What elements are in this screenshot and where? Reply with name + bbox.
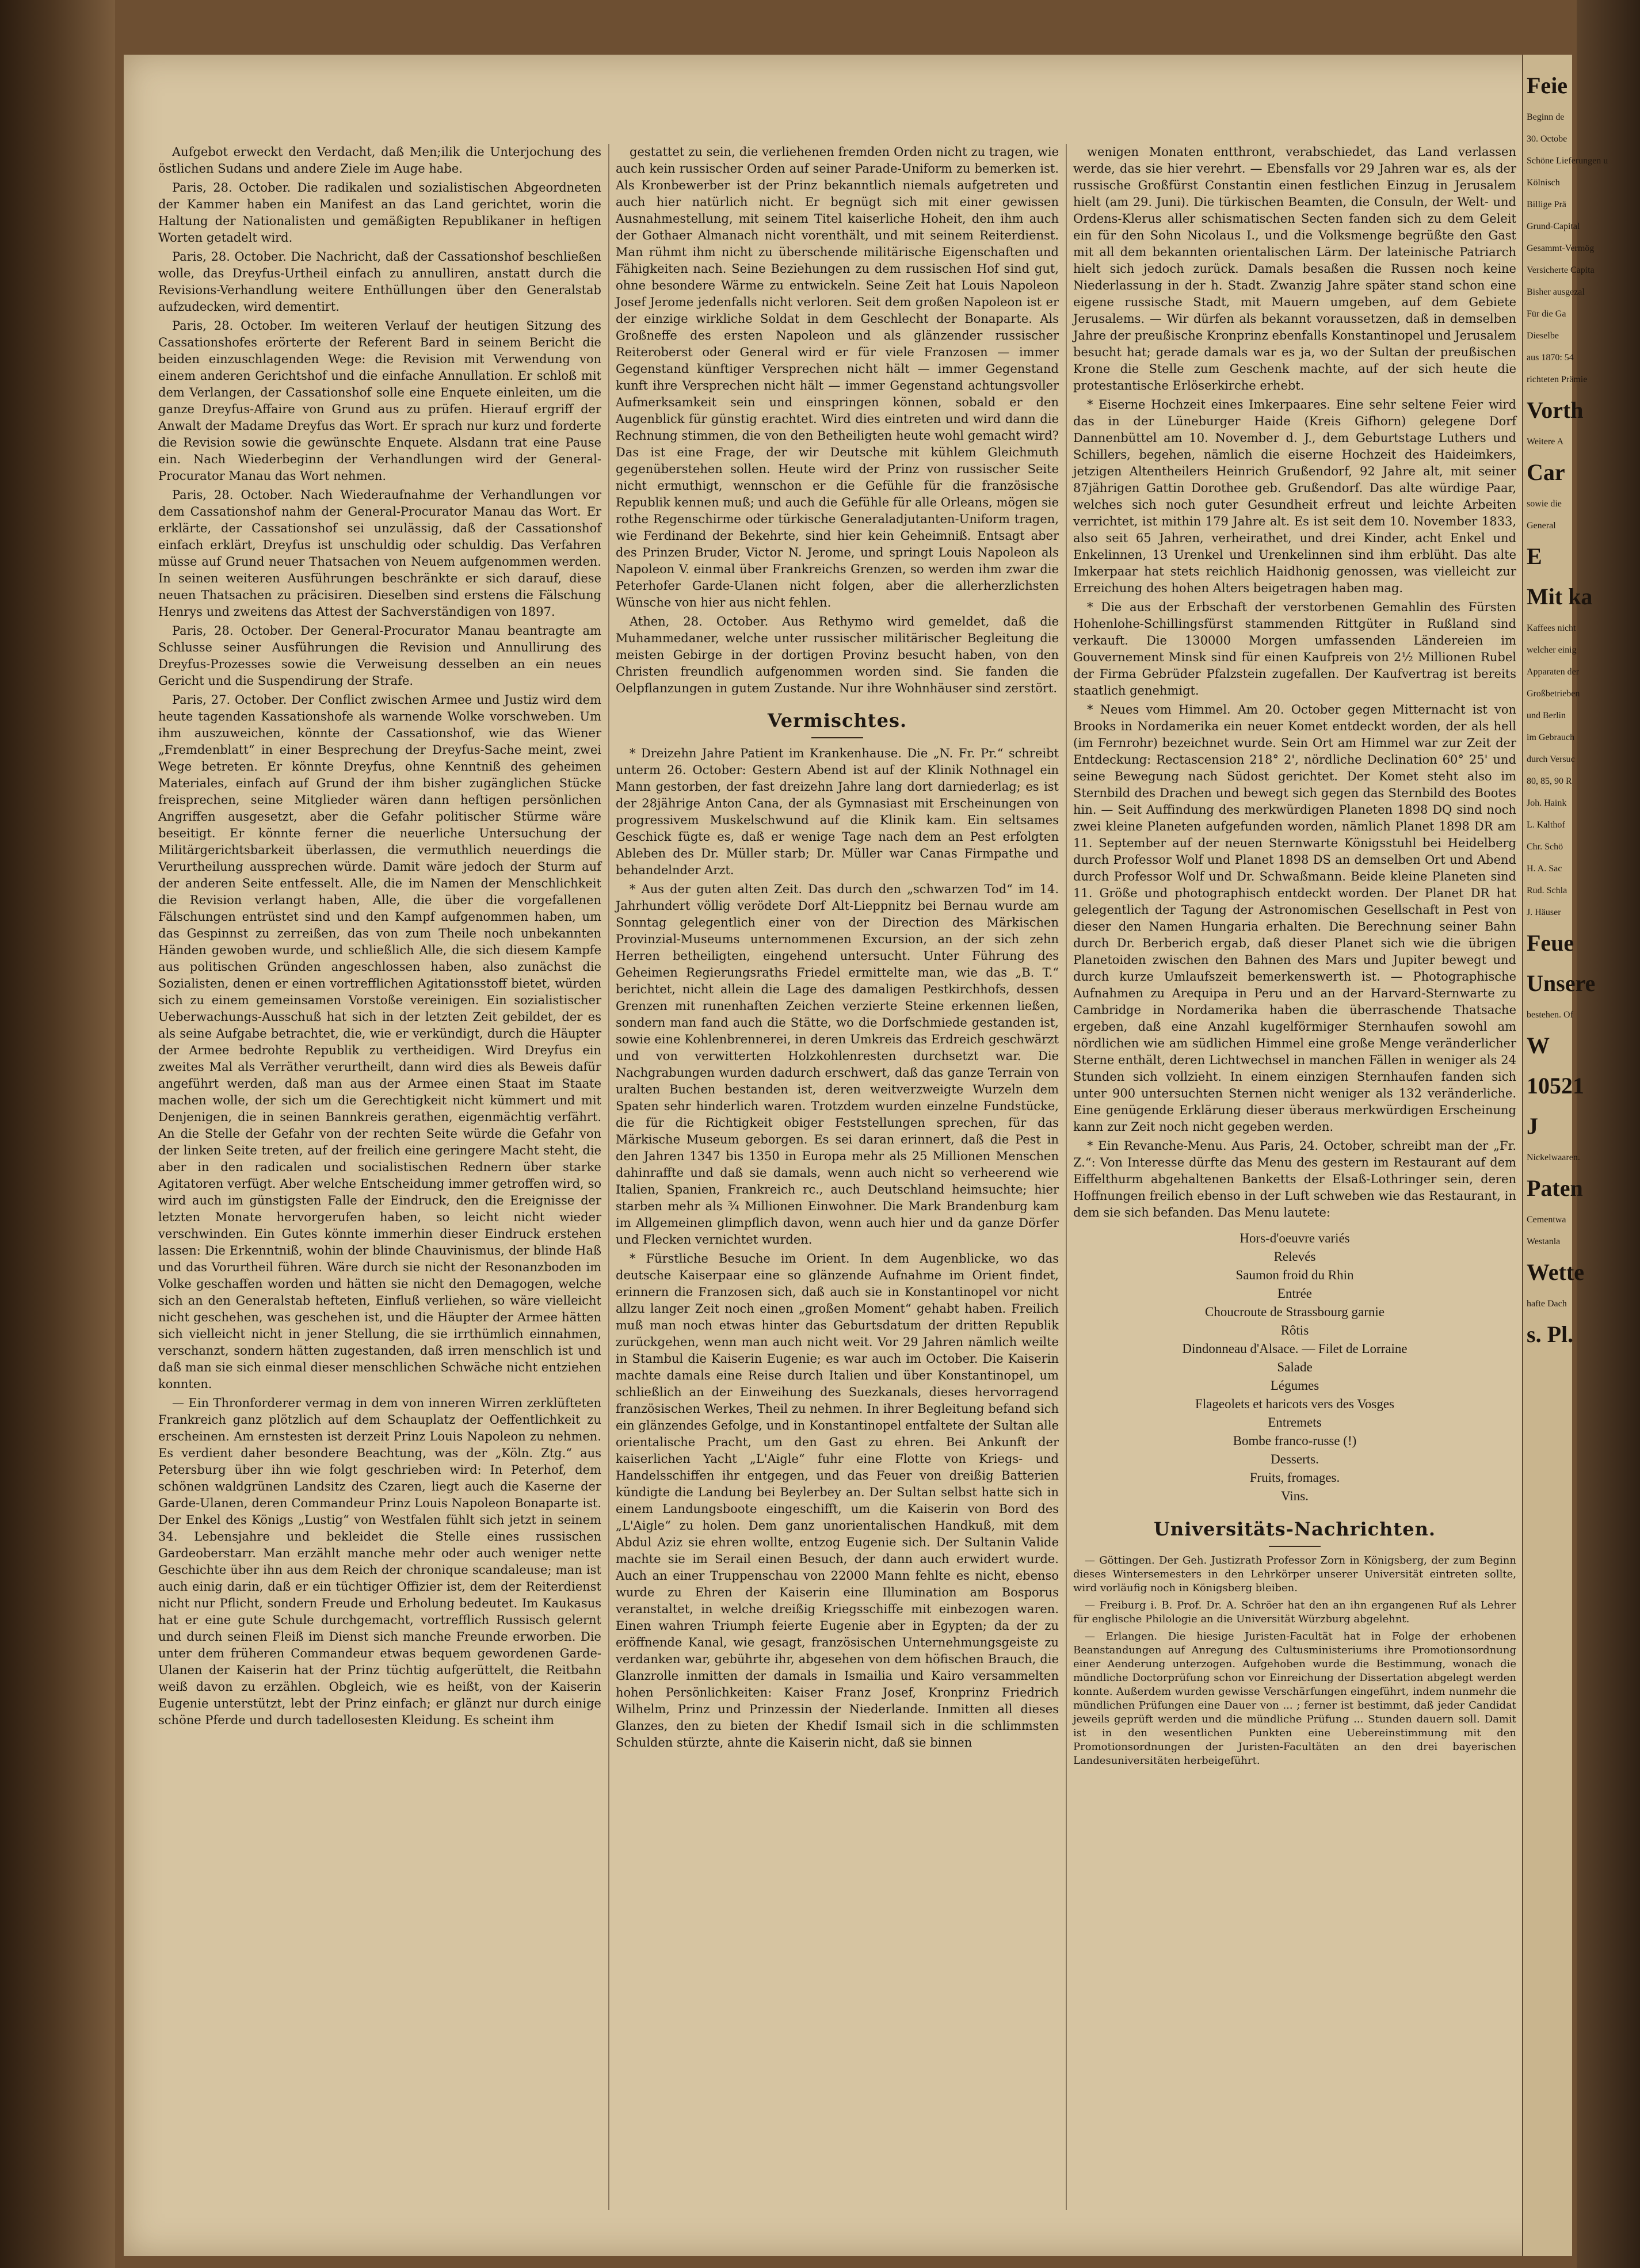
ad-fragment: Cementwa [1527, 1215, 1566, 1225]
university-notice: — Göttingen. Der Geh. Justizrath Professor Zorn in Königsberg, der zum Beginn dieses Wintersemesters in den Lehrkörper unserer Universität eintreten sollte, wird vorläufig noch in Königsberg bleiben. [1073, 1554, 1516, 1594]
menu-item: Légumes [1270, 1378, 1319, 1393]
column-left-text [158, 144, 601, 1729]
article-paragraph: Paris, 27. October. Der Conflict zwischen Armee und Justiz wird dem heute tagenden Kassationshofe als warnende Wolke vorschweben. Um ihm auszuweichen, könnte der Cassationshof, wie das Wiener „Fremdenblatt“ in einer Besprechung der Dreyfus-Sache meint, zwei Wege betreten. Er könnte Dreyfus, ohne Kenntniß des geheimen Materiales, einfach auf Grund der ihm bisher zugänglichen Stücke freisprechen, seine Mitglieder wären dann heftigen persönlichen Angriffen ausgesetzt, aber die Gefahr politischer Stürme wäre beseitigt. Er könnte ferner die neuerliche Untersuchung der Militärgerichtsbarkeit überlassen, die vermuthlich neuerdings die Verurtheilung aussprechen würde. Damit wäre jedoch der Sturm auf der anderen Seite entfesselt. Alle, die im Namen der Menschlichkeit die Revision verlangt haben, Alle, die über die vorgefallenen Fälschungen entrüstet sind und den Kampf aufgenommen haben, um das Gespinnst zu zerreißen, das von zum Theile noch unbekannten Händen gewoben wurde, und schließlich Alle, die sich diesem Kampfe aus politischen Gründen angeschlossen haben, also zunächst die Sozialisten, denen er einen vortrefflichen Agitationsstoff bietet, würden sich zu einem gemeinsamen Vorstoße vereinigen. Ein sozialistischer Ueberwachungs-Ausschuß hat sich in der letzten Zeit gebildet, der es als seine Aufgabe betrachtet, die, wie er verkündigt, durch die Häupter der Armee bedrohte Republik zu vertheidigen. Wird Dreyfus ein zweites Mal als Verräther verurtheilt, dann wird dies als Beweis dafür angeführt werden, daß man aus der Armee einen Staat im Staate machen wolle, der sich um die Gerechtigkeit nicht kümmert und mit Denjenigen, die in seinen Bannkreis gerathen, eigenmächtig verfährt. An die Stelle der Gefahr von der rechten Seite würde die Gefahr von der linken Seite treten, auf der freilich eine geringere Macht steht, die aber in den radicalen und socialistischen Rednern über starke Agitatoren verfügt. Aber welche Entscheidung immer getroffen wird, so wird auch im günstigsten Falle der Eindruck, den die Ereignisse der letzten Monate hervorgerufen haben, so leicht nicht wieder verschwinden. Ein Gutes könnte immerhin dieser Eindruck erstehen lassen: Die Erkenntniß, wohin der blinde Chauvinismus, der blinde Haß und das Vorurtheil führen. Wäre durch sie nicht der Resonanzboden im Volke geschaffen worden und hätten sie nicht den Demagogen, welche sich an den Generalstab hefteten, Einfluß verliehen, so wäre vielleicht nicht geschehen, was geschehen ist, und die Häupter der Armee hätten sich vielleicht nicht in jener Stellung, die sie irrthümlich einnahmen, verschanzt, sondern hätten zugestanden, daß irren menschlich ist und daß man sie sich einmal dieser menschlichen Schwäche nicht entziehen konnten. [158, 693, 601, 1391]
ad-fragment: bestehen. Of [1527, 1010, 1573, 1020]
ad-fragment: General [1527, 521, 1556, 531]
ad-fragment: Joh. Haink [1527, 798, 1567, 808]
ad-fragment: Rud. Schla [1527, 886, 1567, 895]
menu-item: Desserts. [1271, 1452, 1319, 1466]
ad-fragment: Billige Prä [1527, 200, 1566, 209]
article-paragraph: Athen, 28. October. Aus Rethymo wird gemeldet, daß die Muhammedaner, welche unter russischer militärischer Begleitung die meisten Gebirge in der dortigen Provinz besucht haben, von den Christen freundlich aufgenommen worden sind. Sie fanden die Oelpflanzungen in gutem Zustande. Nur ihre Wohnhäuser sind zerstört. [616, 615, 1059, 695]
article-paragraph: * Fürstliche Besuche im Orient. In dem Augenblicke, wo das deutsche Kaiserpaar eine so glänzende Aufnahme im Orient findet, erinnern die Franzosen sich, daß auch sie in Konstantinopel vor nicht allzu langer Zeit noch einen „großen Moment“ gehabt haben. Freilich muß man noch etwas hinter das Geburtsdatum der dritten Republik zurückgehen, wenn man auch nicht weit. Vor 29 Jahren nämlich weilte in Stambul die Kaiserin Eugenie; es war auch im October. Die Kaiserin machte damals eine Reise durch Italien und über Konstantinopel, um schließlich an der Einweihung des Suezkanals, dieses hervorragend französischen Werkes, Theil zu nehmen. In ihrer Begleitung befand sich ein glänzendes Gefolge, und in Konstantinopel entfaltete der Sultan alle orientalische Pracht, um den Gast zu ehren. Bei Ankunft der kaiserlichen Yacht „L'Aigle“ fuhr eine Flotte von Kriegs- und Handelsschiffen ihr entgegen, und das Feuer von dreißig Batterien kündigte die Landung bei Beylerbey an. Der Sultan selbst hatte sich in einem Landungsboote eingeschifft, um die Kaiserin von Bord des „L'Aigle“ zu holen. Dem ganz unorientalischen Handkuß, mit dem Abdul Aziz sie ehren wollte, entzog Eugenie sich. Der Sultanin Valide machte sie im Serail einen Besuch, der dann auch erwidert wurde. Auch an einer Truppenschau von 22000 Mann fehlte es nicht, ebenso wurde zu Ehren der Kaiserin eine Illumination am Bosporus veranstaltet, in welche dreißig Kriegsschiffe mit einbezogen waren. Einen wahren Triumph feierte Eugenie aber in Egypten; da der zu eröffnende Kanal, wie gesagt, französischen Unternehmungsgeiste zu verdanken war, gebührte ihr, abgesehen von dem höfischen Brauch, die Glanzrolle inmitten der damals in Ismailia und Kairo versammelten hohen Persönlichkeiten: Kaiser Franz Josef, Kronprinz Friedrich Wilhelm, Prinz und Prinzessin der Niederlande. Inmitten all dieses Glanzes, den zu bieten der Khedif Ismail sich in die schlimmsten Schulden stürzte, ahnte die Kaiserin nicht, daß sie binnen [616, 1252, 1059, 1749]
vermischtes-articles [616, 745, 1059, 1751]
column-right [1073, 144, 1516, 2101]
ad-fragment: im Gebrauch [1527, 733, 1575, 742]
ad-fragment: s. Pl. [1527, 1321, 1574, 1347]
ad-fragment: J [1527, 1113, 1538, 1139]
ad-fragment: Großbetrieben [1527, 689, 1580, 699]
article-paragraph: * Eiserne Hochzeit eines Imkerpaares. Eine sehr seltene Feier wird das in der Lüneburger Haide (Kreis Gifhorn) gelegene Dorf Dannenbüttel am 10. November d. J., dem Geburtstage Luthers und Schillers, begehen, nämlich die eiserne Hochzeit des Haideimkers, jetzigen Altentheilers Heinrich Grußendorf, 92 Jahre alt, mit seiner 87jährigen Gattin Dorothee geb. Grußendorf. Das alte würdige Paar, welches sich noch guter Gesundheit erfreut und leichte Arbeiten verrichtet, ist mithin 179 Jahre alt. Es ist seit dem 10. November 1833, also seit 65 Jahren, verheirathet, und drei Kinder, acht Enkel und Enkelinnen, 13 Urenkel und Urenkelinnen sind ihm erblüht. Das alte Imkerpaar hat stets reichlich Haidhonig genossen, was vielleicht zur Erreichung des hohen Alters beigetragen haben mag. [1073, 398, 1516, 595]
ad-fragment: durch Versuc [1527, 754, 1575, 764]
ad-fragment: Westanla [1527, 1237, 1561, 1247]
ad-fragment: E [1527, 543, 1542, 569]
menu-item: Rôtis [1280, 1323, 1309, 1337]
column-rule [608, 144, 609, 2210]
menu-item: Vins. [1281, 1489, 1309, 1503]
article-paragraph: * Die aus der Erbschaft der verstorbenen Gemahlin des Fürsten Hohenlohe-Schillingsfürst stammenden Rittgüter in Rußland sind verkauft. Die 130000 Morgen umfassenden Ländereien im Gouvernement Minsk sind für einen Kaufpreis von 2½ Millionen Rubel der Firma Gebrüder Pfalzstein zugefallen. Der Kaufvertrag ist bereits staatlich genehmigt. [1073, 600, 1516, 697]
ad-fragment: Grund-Capital [1527, 222, 1580, 231]
ad-fragment: 30. Octobe [1527, 134, 1567, 144]
ad-fragment: Vorth [1527, 397, 1584, 423]
ad-fragment: und Berlin [1527, 711, 1566, 721]
ad-fragment: Gesammt-Vermög [1527, 243, 1595, 253]
menu-item: Salade [1277, 1360, 1313, 1374]
ad-fragment: Feie [1527, 73, 1568, 98]
article-paragraph: — Ein Thronforderer vermag in dem von inneren Wirren zerklüfteten Frankreich ganz plötzlich auf dem Schauplatz der Oeffentlichkeit zu erscheinen. Am ernstesten ist derzeit Prinz Louis Napoleon zu nehmen. Es verdient daher besondere Beachtung, was der „Köln. Ztg.“ aus Petersburg über ihn wie folgt geschrieben wird: In Peterhof, dem schönen waldgrünen Landsitz des Czaren, liegt auch die Kaserne der Garde-Ulanen, deren Commandeur Prinz Louis Napoleon Bonaparte ist. Der Enkel des Königs „Lustig“ von Westfalen fühlt sich jetzt in seinem 34. Lebensjahre und bekleidet die Stelle eines russischen Gardeoberstarr. Man erzählt manche mehr oder auch weniger nette Geschichte über ihn aus dem Reich der chronique scandaleuse; man ist auch einig darin, daß er ein tüchtiger Offizier ist, dem der Reiterdienst nicht nur Pflicht, sondern Freude und Erholung bedeutet. Im Kaukasus hat er eine gute Schule durchgemacht, vortrefflich Russisch gelernt und durch seinen Fleiß im Dienst sich manche Freunde erworben. Die unter dem früheren Commandeur etwas bequem gewordenen Garde-Ulanen der Kaiserin hat der Prinz tüchtig aufgerüttelt, die Reitbahn weiß davon zu erzählen. Obgleich, wie es heißt, von der Kaiserin Eugenie unterstützt, lebt der Prinz einfach; er glänzt nur durch einige schöne Pferde und durch tadellosesten Kleidung. Es scheint ihm [158, 1396, 601, 1727]
ad-fragment: W [1527, 1032, 1550, 1058]
article-paragraph: * Neues vom Himmel. Am 20. October gegen Mitternacht ist von Brooks in Nordamerika ein neuer Komet entdeckt worden, der als hell (im Fernrohr) bezeichnet wurde. Sein Ort am Himmel war zur Zeit der Entdeckung: Rectascension 218° 2', nördliche Declination 60° 25' und seine Bewegung nach Südost gerichtet. Der Komet steht also im Sternbild des Drachen und bewegt sich gegen das Sternbild des Bootes hin. — Seit Auffindung des merkwürdigen Planeten 1898 DQ sind noch zwei kleine Planeten aufgefunden worden, nämlich Planet 1898 DR am 11. September auf der neuen Sternwarte Königsstuhl bei Heidelberg durch Professor Wolf und Planet 1898 DS an demselben Ort und Abend durch Professor Wolf und Dr. Schwaßmann. Beide kleine Planeten sind 11. Größe und photographisch entdeckt worden. Der Planet DR hat gelegentlich der Tagung der Astronomischen Gesellschaft in Pest von dieser den Namen Hungaria erhalten. Die Berechnung seiner Bahn durch Dr. Berberich ergab, daß dieser Planet sich wie die übrigen Planetoiden zwischen den Bahnen des Mars und Jupiter bewegt und durch kurze Umlaufszeit bemerkenswerth ist. — Photographische Aufnahmen zu Arequipa in Peru und an der Harvard-Sternwarte zu Cambridge in Nordamerika haben die überraschende Thatsache ergeben, daß eine Anzahl kugelförmiger Sternhaufen sowohl am nördlichen wie am südlichen Himmel eine große Menge veränderlicher Sterne enthält, deren Lichtwechsel in manchen Fällen in weniger als 24 Stunden sich vollzieht. In einem einzigen Sternhaufen fanden sich unter 900 untersuchten Sternen nicht weniger als 132 veränderliche. Eine genügende Erklärung dieser überaus merkwürdigen Erscheinung kann zur Zeit noch nicht gegeben werden. [1073, 703, 1516, 1134]
ad-fragment: Weitere A [1527, 437, 1564, 447]
article-paragraph: * Dreizehn Jahre Patient im Krankenhause. Die „N. Fr. Pr.“ schreibt unterm 26. October: Gestern Abend ist auf der Klinik Nothnagel ein Mann gestorben, der fast dreizehn Jahre lang dort darniederlag; es ist der 28jährige Anton Cana, der als Gymnasiast mit Erscheinungen von progressivem Muskelschwund auf die Klinik kam. Ein seltsames Geschick fügte es, daß er wenige Tage nach dem an Pest erfolgten Ableben des Dr. Müller starb; Dr. Müller war Canas Firmpathe und behandelnder Arzt. [616, 746, 1059, 877]
menu-item: Relevés [1273, 1249, 1316, 1264]
article-paragraph: Paris, 28. October. Die Nachricht, daß der Cassationshof beschließen wolle, das Dreyfus-Urtheil einfach zu annulliren, anstatt durch die Revisions-Verhandlung weitere Enthüllungen über den Generalstab aufzudecken, wird dementirt. [158, 250, 601, 314]
menu-item: Hors-d'oeuvre variés [1239, 1231, 1350, 1245]
menu-item: Entremets [1268, 1415, 1322, 1430]
ad-fragment: L. Kalthof [1527, 820, 1565, 830]
ad-fragment: Kaffees nicht [1527, 623, 1576, 633]
menu-item: Choucroute de Strassbourg garnie [1205, 1305, 1385, 1319]
ad-fragment: Versicherte Capita [1527, 265, 1595, 275]
ad-fragment: Apparaten der [1527, 667, 1580, 677]
menu-item: Flageolets et haricots vers des Vosges [1195, 1397, 1394, 1411]
title-rule [811, 737, 863, 738]
ad-fragment: Schöne Lieferungen u [1527, 156, 1608, 166]
article-paragraph: Paris, 28. October. Die radikalen und sozialistischen Abgeordneten der Kammer haben ein Manifest an das Land gerichtet, worin die Haltung der Nationalisten und gemäßigten Republikaner in heftigen Worten getadelt wird. [158, 181, 601, 245]
ad-fragment: welcher einig [1527, 645, 1577, 655]
column-left [158, 144, 601, 2198]
article-paragraph: Paris, 28. October. Der General-Procurator Manau beantragte am Schlusse seiner Ausführungen die Revision und Annullirung des Dreyfus-Prozesses sowie die Verweisung desselben an ein neues Gericht und die Suspendirung der Strafe. [158, 624, 601, 688]
section-title-university-news: Universitäts-Nachrichten. [1154, 1518, 1436, 1540]
article-paragraph: gestattet zu sein, die verliehenen fremden Orden nicht zu tragen, wie auch kein russischer Orden auf seiner Parade-Uniform zu bemerken ist. Als Kronbewerber ist der Prinz bekanntlich niemals aufgetreten und auch hier natürlich nicht. Er begnügt sich mit einer gewissen Ausnahmestellung, mit seinem Titel kaiserliche Hoheit, den ihm auch der Gothaer Almanach nicht vorenthält, und mit seinem Reiterdienst. Man rühmt ihm nicht zu überschende militärische Eigenschaften und Fähigkeiten nach. Seine Beziehungen zu dem russischen Hof sind gut, ohne besondere Wärme zu entwickeln. Seine Zeit hat Louis Napoleon Josef Jerome jedenfalls nicht verloren. Seit dem großen Napoleon ist er der einzige wirkliche Soldat in dem Geschlecht der Bonaparte. Als Großneffe des ersten Napoleon und als glänzender russischer Reiteroberst oder General wird er für viele Franzosen — immer Gegenstand künftiger Versprechen nicht hält — immer Gegenstand kunft ihre Versprechen nicht hält — immer Gegenstand achtungsvoller Aufmerksamkeit sein und einspringen können, sobald er den Augenblick für günstig erachtet. Wird dies eintreten und wird dann die Rechnung stimmen, die von den Betheiligten heute wohl gemacht wird? Das ist eine Frage, der wir Deutsche mit kühlem Gleichmuth gegenüberstehen sollen. Heute wird der Prinz von russischer Seite nicht ermuthigt, wennschon er die Gefühle für die französische Republik kennen muß; und auch die Gefühle für alle Orleans, mögen sie rothe Regenschirme oder türkische Generaladjutanten-Uniform tragen, wie Ferdinand der Bekehrte, sind hier kein Geheimniß. Entsagt aber des Prinzen Bruder, Victor N. Jerome, und springt Louis Napoleon als Napoleon V. einmal über Frankreichs Grenzen, so werden ihm zwar die Peterhofer Garde-Ulanen nicht folgen, aber die allerherzlichsten Wünsche von hier aus nicht fehlen. [616, 145, 1059, 609]
menu-list [1073, 1229, 1516, 1505]
article-paragraph: * Aus der guten alten Zeit. Das durch den „schwarzen Tod“ im 14. Jahrhundert völlig verödete Dorf Alt-Lieppnitz bei Bernau wurde am Sonntag gelegentlich einer von der Direction des Märkischen Provinzial-Museums unternommenen Excursion, an der sich zehn Herren betheiligten, eingehend untersucht. Unter Führung des Geheimen Regierungsraths Friedel ermittelte man, wie das „B. T.“ berichtet, nicht allein die Lage des damaligen Pestkirchhofs, dessen Grenzen mit runenhaften Zeichen verzierte Steine erkennen ließen, sondern man fand auch die Stätte, wo die Dorfschmiede gestanden ist, sowie eine Kohlenbrennerei, in deren Umkreis das Erdreich geschwärzt und von verwitterten Holzkohlenresten durchsetzt war. Die Nachgrabungen wurden dadurch erschwert, daß das ganze Terrain von uralten Buchen bestanden ist, deren weitverzweigte Wurzeln dem Spaten sehr hinderlich waren. Trotzdem wurden einzelne Fundstücke, die für die Richtigkeit obiger Feststellungen sprechen, für das Märkische Museum geborgen. Es sei daran erinnert, daß die Pest in den Jahren 1347 bis 1350 in Europa mehr als 25 Millionen Menschen dahinraffte und daß sie damals, wenn auch nicht so verheerend wie Italien, Spanien, Frankreich rc., auch Deutschland heimsuchte; hier starben mehr als ¾ Millionen Einwohner. Die Mark Brandenburg kam im Allgemeinen glimpflich davon, wenn auch hier und da ganze Dörfer und Flecken vernichtet wurden. [616, 882, 1059, 1247]
article-paragraph: Paris, 28. October. Nach Wiederaufnahme der Verhandlungen vor dem Cassationshof nahm der General-Procurator Manau das Wort. Er erklärte, der Cassationshof sei unzulässig, daß der Cassationshof einfach erklärt, Dreyfus ist unschuldig oder schuldig. Das Verfahren müsse auf Grund neuer Thatsachen von Neuem aufgenommen werden. In seinen weiteren Ausführungen beschränkte er sich darauf, diese neuen Thatsachen zu präcisiren. Dieselben sind erstens die Fälschung Henrys und zweitens das Attest der Sachverständigen von 1897. [158, 488, 601, 619]
book-edge-right [1577, 0, 1640, 2268]
ad-fragment: J. Häuser [1527, 908, 1561, 917]
menu-item: Dindonneau d'Alsace. — Filet de Lorraine [1182, 1341, 1408, 1356]
advertisement-strip [1522, 55, 1608, 2256]
ad-fragment: Beginn de [1527, 112, 1565, 122]
ad-fragment: sowie die [1527, 499, 1562, 509]
article-paragraph: Aufgebot erweckt den Verdacht, daß Men;ilik die Unterjochung des östlichen Sudans und andere Ziele im Auge habe. [158, 145, 601, 176]
ad-fragment: Mit ka [1527, 584, 1593, 609]
column-middle [616, 144, 1059, 2083]
article-paragraph: * Ein Revanche-Menu. Aus Paris, 24. October, schreibt man der „Fr. Z.“: Von Interesse dürfte das Menu des gestern im Restaurant auf dem Eiffelthurm abgehaltenen Banketts der Elsaß-Lothringer sein, deren Hoffnungen freilich ebenso in der Luft schweben wie das Restaurant, in dem sie sich befanden. Das Menu lautete: [1073, 1139, 1516, 1219]
ad-fragment: Für die Ga [1527, 309, 1566, 319]
ad-fragment: 80, 85, 90 R [1527, 776, 1572, 786]
ad-fragment: Bisher ausgezal [1527, 287, 1585, 297]
ad-fragment: Paten [1527, 1175, 1583, 1201]
book-edge-left [0, 0, 115, 2268]
menu-item: Fruits, fromages. [1249, 1470, 1340, 1485]
column-right-text [1073, 144, 1516, 1221]
ad-fragment: Dieselbe [1527, 331, 1559, 341]
column-middle-text [616, 144, 1059, 697]
ad-fragment: Nickelwaaren. [1527, 1153, 1580, 1162]
menu-item: Saumon froid du Rhin [1235, 1268, 1354, 1282]
ad-fragment: Feue [1527, 930, 1574, 956]
column-rule [1066, 144, 1067, 2210]
section-title-vermischtes: Vermischtes. [767, 710, 907, 731]
university-notice: — Erlangen. Die hiesige Juristen-Facultät hat in Folge der erhobenen Beanstandungen auf Anregung des Cultusministeriums ihre Promotionsordnung einer Aenderung unterzogen. Aufgehoben wurde die Bestimmung, wonach die mündliche Doctorprüfung schon vor Einreichung der Dissertation abgelegt werden konnte. Außerdem wurden gewisse Verschärfungen eingeführt, indem nunmehr die mündlichen Prüfungen eine Dauer von ... ; ferner ist bestimmt, daß jeder Candidat jeweils geprüft werden und die mündliche Prüfung ... Stunden dauern soll. Damit ist in den wesentlichen Punkten eine Uebereinstimmung mit den Promotionsordnungen der Juristen-Facultäten an den drei bayerischen Landesuniversitäten herbeigeführt. [1073, 1630, 1516, 1767]
ad-fragment: 10521 [1527, 1073, 1584, 1099]
ad-fragment: Car [1527, 459, 1565, 485]
university-notices [1073, 1554, 1516, 1768]
ad-fragment: aus 1870: 54 [1527, 353, 1574, 363]
title-rule [1269, 1546, 1321, 1547]
article-paragraph: Paris, 28. October. Im weiteren Verlauf der heutigen Sitzung des Cassationshofes erörterte der Referent Bard in seinem Bericht die beiden einzuschlagenden Wege: die Revision mit Verwendung von einem anderen Gerichtshof und die einfache Annullation. Er schloß mit dem Verlangen, der Cassationshof solle eine Enquete einleiten, um die ganze Dreyfus-Affaire von Grund aus zu prüfen. Hierauf ergriff der Anwalt der Madame Dreyfus das Wort. Er sprach nur kurz und forderte die Revision sowie die gewünschte Enquete. Alsdann trat eine Pause ein. Nach Wiederbeginn der Verhandlungen wird der General-Procurator Manau das Wort nehmen. [158, 319, 601, 483]
ad-fragment: Unsere [1527, 970, 1596, 996]
ad-fragment: H. A. Sac [1527, 864, 1562, 874]
menu-item: Bombe franco-russe (!) [1233, 1434, 1357, 1448]
ad-fragment: richteten Prämie [1527, 375, 1588, 384]
university-notice: — Freiburg i. B. Prof. Dr. A. Schröer hat den an ihn ergangenen Ruf als Lehrer für englische Philologie an die Universität Würzburg abgelehnt. [1073, 1599, 1516, 1625]
ad-fragment: hafte Dach [1527, 1299, 1567, 1309]
article-paragraph: wenigen Monaten entthront, verabschiedet, das Land verlassen werde, das sie hier verehrt. — Ebensfalls vor 29 Jahren war es, als der russische Großfürst Constantin einen festlichen Einzug in Jerusalem hielt (am 29. Juni). Die türkischen Beamten, die Consuln, der Welt- und Ordens-Klerus aller schismatischen Secten fanden sich zu dem Geleit ein für den Sohn Nicolaus I., und die Volksmenge begrüßte den Gast mit all dem bekannten orientalischen Lärm. Der lateinische Patriarch hielt sich jedoch zurück. Damals besaßen die Russen noch keine Niederlassung in der h. Stadt. Zwanzig Jahre später stand schon eine eigene russische Stadt, mit Mauern umgeben, auf dem Gebiete Jerusalems. — Wir dürfen als bekannt voraussetzen, daß in demselben Jahre der preußische Kronprinz ebenfalls Konstantinopel und Jerusalem besucht hat; gerade damals war es ja, wo der Sultan der preußischen Krone die Stelle zum Geschenk machte, auf der sich heute die protestantische Erlöserkirche erhebt. [1073, 145, 1516, 392]
ad-fragment: Wette [1527, 1259, 1584, 1285]
ad-fragment: Chr. Schö [1527, 842, 1563, 852]
ad-fragment: Kölnisch [1527, 178, 1560, 188]
menu-item: Entrée [1277, 1286, 1312, 1301]
